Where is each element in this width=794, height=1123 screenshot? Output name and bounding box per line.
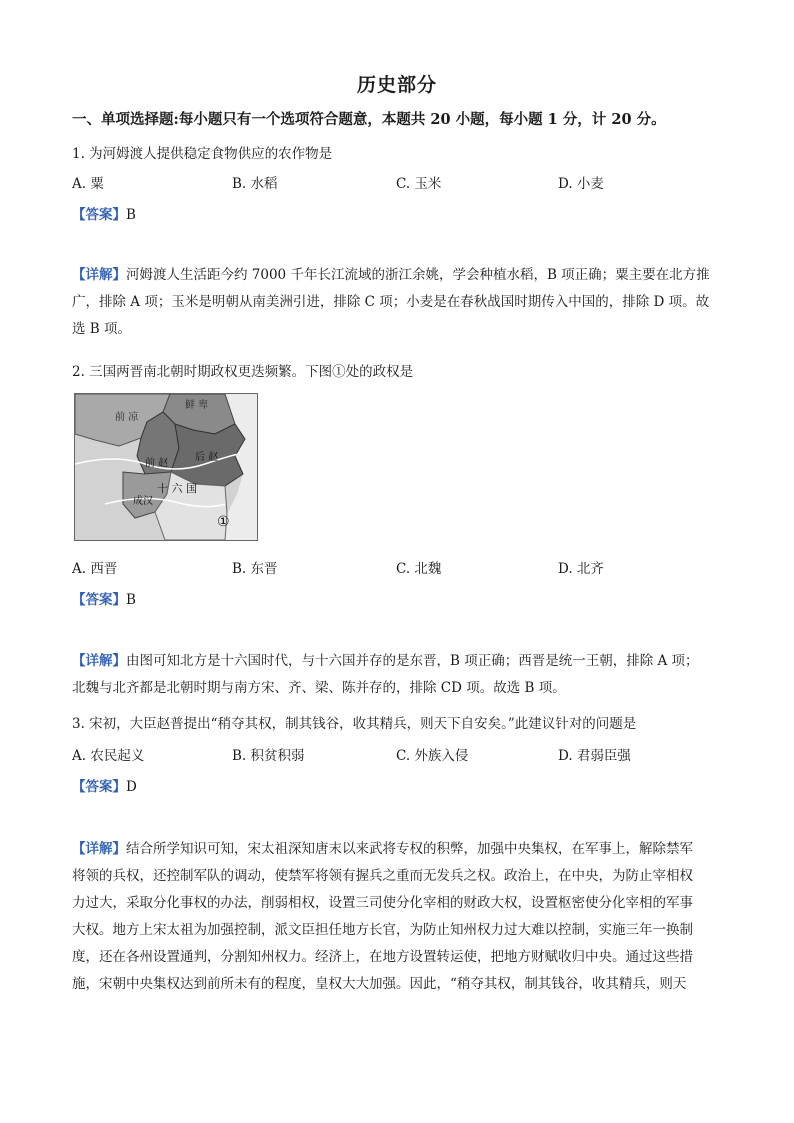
q3-stem: 3. 宋初，大臣赵普提出“稍夺其权，制其钱谷，收其精兵，则天下自安矣。”此建议针对的问题是 [72, 716, 637, 732]
q1-option-b: B. 水稻 [232, 176, 278, 192]
answer-tag: 【答案】 [72, 779, 126, 795]
q3-option-b: B. 积贫积弱 [232, 748, 305, 764]
q1-option-a: A. 粟 [72, 176, 104, 192]
historical-map [75, 394, 257, 540]
page-title: 历史部分 [356, 74, 437, 96]
detail-tag: 【详解】 [72, 267, 126, 283]
q3-answer-value: D [126, 779, 137, 795]
q3-detail [72, 836, 722, 998]
answer-tag: 【答案】 [72, 207, 126, 223]
map-marker-1: ① [217, 514, 230, 530]
q2-option-c: C. 北魏 [396, 561, 442, 577]
q1-stem: 1. 为河姆渡人提供稳定食物供应的农作物是 [72, 146, 333, 162]
q1-option-c: C. 玉米 [396, 176, 442, 192]
q3-detail-line-6: 施，宋朝中央集权达到前所未有的程度，皇权大大加强。因此，“稍夺其权，制其钱谷，收其精兵，则天 [72, 976, 687, 992]
q2-detail [72, 648, 722, 702]
q3-detail-line-3: 力过大，采取分化事权的办法，削弱相权，设置三司使分化宰相的财政大权，设置枢密使分化宰相的军事 [72, 895, 693, 911]
q3-option-a: A. 农民起义 [72, 748, 145, 764]
q3-detail-line-1: 【详解】结合所学知识可知，宋太祖深知唐末以来武将专权的积弊，加强中央集权，在军事上，解除禁军 [72, 841, 693, 857]
map-label-chenghan: 成汉 [133, 496, 153, 507]
detail-tag: 【详解】 [72, 653, 126, 669]
map-label-qianliang: 前 凉 [115, 412, 139, 423]
q1-options [72, 172, 732, 194]
q1-detail [72, 262, 722, 343]
map-label-houzhao: 后 赵 [195, 452, 219, 463]
q3-detail-line-4: 大权。地方上宋太祖为加强控制，派文臣担任地方长官，为防止知州权力过大难以控制，实施三年一换制 [72, 922, 693, 938]
q1-detail-line-2: 广，排除 A 项；玉米是明朝从南美洲引进，排除 C 项；小麦是在春秋战国时期传入中国的，排除 D 项。故 [72, 294, 710, 310]
q2-answer-value: B [126, 592, 136, 608]
q1-option-d: D. 小麦 [558, 176, 604, 192]
map-label-qianzhao: 前 赵 [145, 458, 169, 469]
q2-detail-line-2: 北魏与北齐都是北朝时期与南方宋、齐、梁、陈并存的，排除 CD 项。故选 B 项。 [72, 680, 566, 696]
q2-option-d: D. 北齐 [558, 561, 604, 577]
map-label-xianbei: 鲜 卑 [185, 400, 209, 411]
q2-answer [72, 588, 136, 608]
q3-answer [72, 775, 137, 795]
q3-detail-line-5: 度，还在各州设置通判，分割知州权力。经济上，在地方设置转运使，把地方财赋收归中央。通过这些措 [72, 949, 693, 965]
q3-option-d: D. 君弱臣强 [558, 748, 631, 764]
map-label-shiliuguo: 十 六 国 [157, 482, 197, 495]
detail-tag: 【详解】 [72, 841, 126, 857]
answer-tag: 【答案】 [72, 592, 126, 608]
section-header: 一、单项选择题:每小题只有一个选项符合题意，本题共 20 小题，每小题 1 分，计 20 分。 [72, 111, 666, 128]
q2-option-b: B. 东晋 [232, 561, 278, 577]
q2-options [72, 557, 732, 579]
q1-detail-line-3: 选 B 项。 [72, 321, 132, 337]
q3-detail-line-2: 将领的兵权，还控制军队的调动，使禁军将领有握兵之重而无发兵之权。政治上，在中央，为防止宰相权 [72, 868, 693, 884]
q1-answer-value: B [126, 207, 136, 223]
q2-detail-line-1: 【详解】由图可知北方是十六国时代，与十六国并存的是东晋，B 项正确；西晋是统一王朝，排除 A 项； [72, 653, 699, 669]
q1-answer [72, 203, 136, 223]
q2-option-a: A. 西晋 [72, 561, 118, 577]
q2-stem: 2. 三国两晋南北朝时期政权更迭频繁。下图①处的政权是 [72, 364, 414, 380]
map-figure [74, 393, 258, 541]
q3-option-c: C. 外族入侵 [396, 748, 469, 764]
q3-options [72, 744, 732, 766]
q1-detail-line-1: 【详解】河姆渡人生活距今约 7000 千年长江流域的浙江余姚，学会种植水稻，B 项正确；粟主要在北方推 [72, 267, 710, 283]
